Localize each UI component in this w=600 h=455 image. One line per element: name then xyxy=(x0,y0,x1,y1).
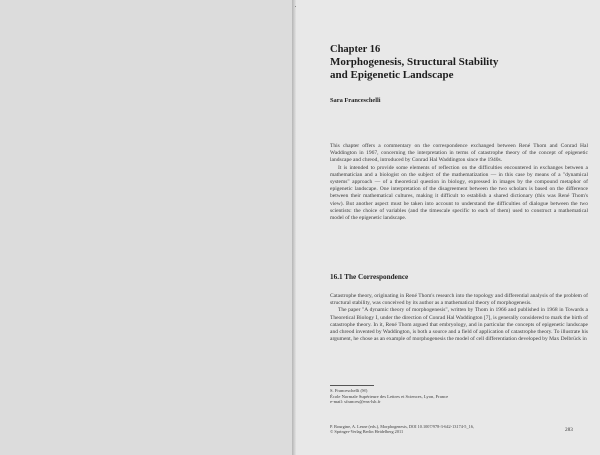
book-page xyxy=(296,0,600,455)
chapter-label: Chapter 16 xyxy=(330,44,381,55)
section-paragraph: The paper "A dynamic theory of morphogenesis", written by Thom in 1966 and published in 1968 in Towards a Theoretical Biology I, under the direction of Conrad Hal Waddington [7], is generally considered to mark the birth of catastrophe theory. In it, René Thom argued that embryology, and in particular the concepts of epigenetic landscape and chreod invented by Waddington, is both a source and a field of application of catastrophe theory. To illustrate his argument, he chose as an example of morphogenesis the model of cell differentiation developed by Max Delbrück in xyxy=(330,307,588,343)
affiliation-line: S. Franceschelli (✉) xyxy=(330,388,368,393)
chapter-title-line: Morphogenesis, Structural Stability xyxy=(330,56,499,68)
chapter-title xyxy=(330,56,580,82)
affiliation-line: e-mail: sfrances@ens-lsh.fr xyxy=(330,399,381,405)
publication-credits xyxy=(330,424,530,435)
chapter-title-line: and Epigenetic Landscape xyxy=(330,69,454,81)
section-body xyxy=(330,293,588,343)
abstract xyxy=(330,143,588,222)
credits-line: P. Bourgine, A. Lesne (eds.), Morphogenesis, DOI 10.1007/978-3-642-13174-5_16, xyxy=(330,424,474,429)
left-page-margin xyxy=(0,0,292,455)
abstract-paragraph: This chapter offers a commentary on the correspondence exchanged between René Thom and Conrad Hal Waddington in 1967, concerning the interpretation in terms of catastrophe theory of the concept of epigenetic landscape and chreod, introduced by Conrad Hal Waddington since the 1940s. xyxy=(330,143,588,164)
author-affiliation xyxy=(330,388,570,405)
abstract-paragraph: It is intended to provide some elements of reflection on the difficulties encountered in exchanges between a mathematician and a biologist on the subject of the mathematization — in this case by means of a "dynamical systems" approach — of a theoretical question in biology, expressed in images by the compound metaphor of epigenetic landscape. One interpretation of the disagreement between the two scholars is based on the difference between their mathematical cultures, making it difficult to establish a shared dictionary (this was René Thom's view). But another aspect must be taken into account to understand the difficulties of dialogue between the two scientists: the choice of variables (and the timescale specific to each of them) used to construct a mathematical model of the epigenetic landscape. xyxy=(330,164,588,222)
page-number: 283 xyxy=(565,427,573,433)
section-paragraph: Catastrophe theory, originating in René Thom's research into the topology and differential analysis of the problem of structural stability, was conceived by its author as a mathematical theory of morphogenesis. xyxy=(330,293,588,307)
author-name: Sara Franceschelli xyxy=(330,97,381,104)
affiliation-line: École Normale Supérieure des Lettres et Sciences, Lyon, France xyxy=(330,393,449,399)
credits-line: © Springer-Verlag Berlin Heidelberg 2011 xyxy=(330,429,404,435)
footnote-rule xyxy=(330,385,374,386)
section-heading: 16.1 The Correspondence xyxy=(330,273,409,281)
